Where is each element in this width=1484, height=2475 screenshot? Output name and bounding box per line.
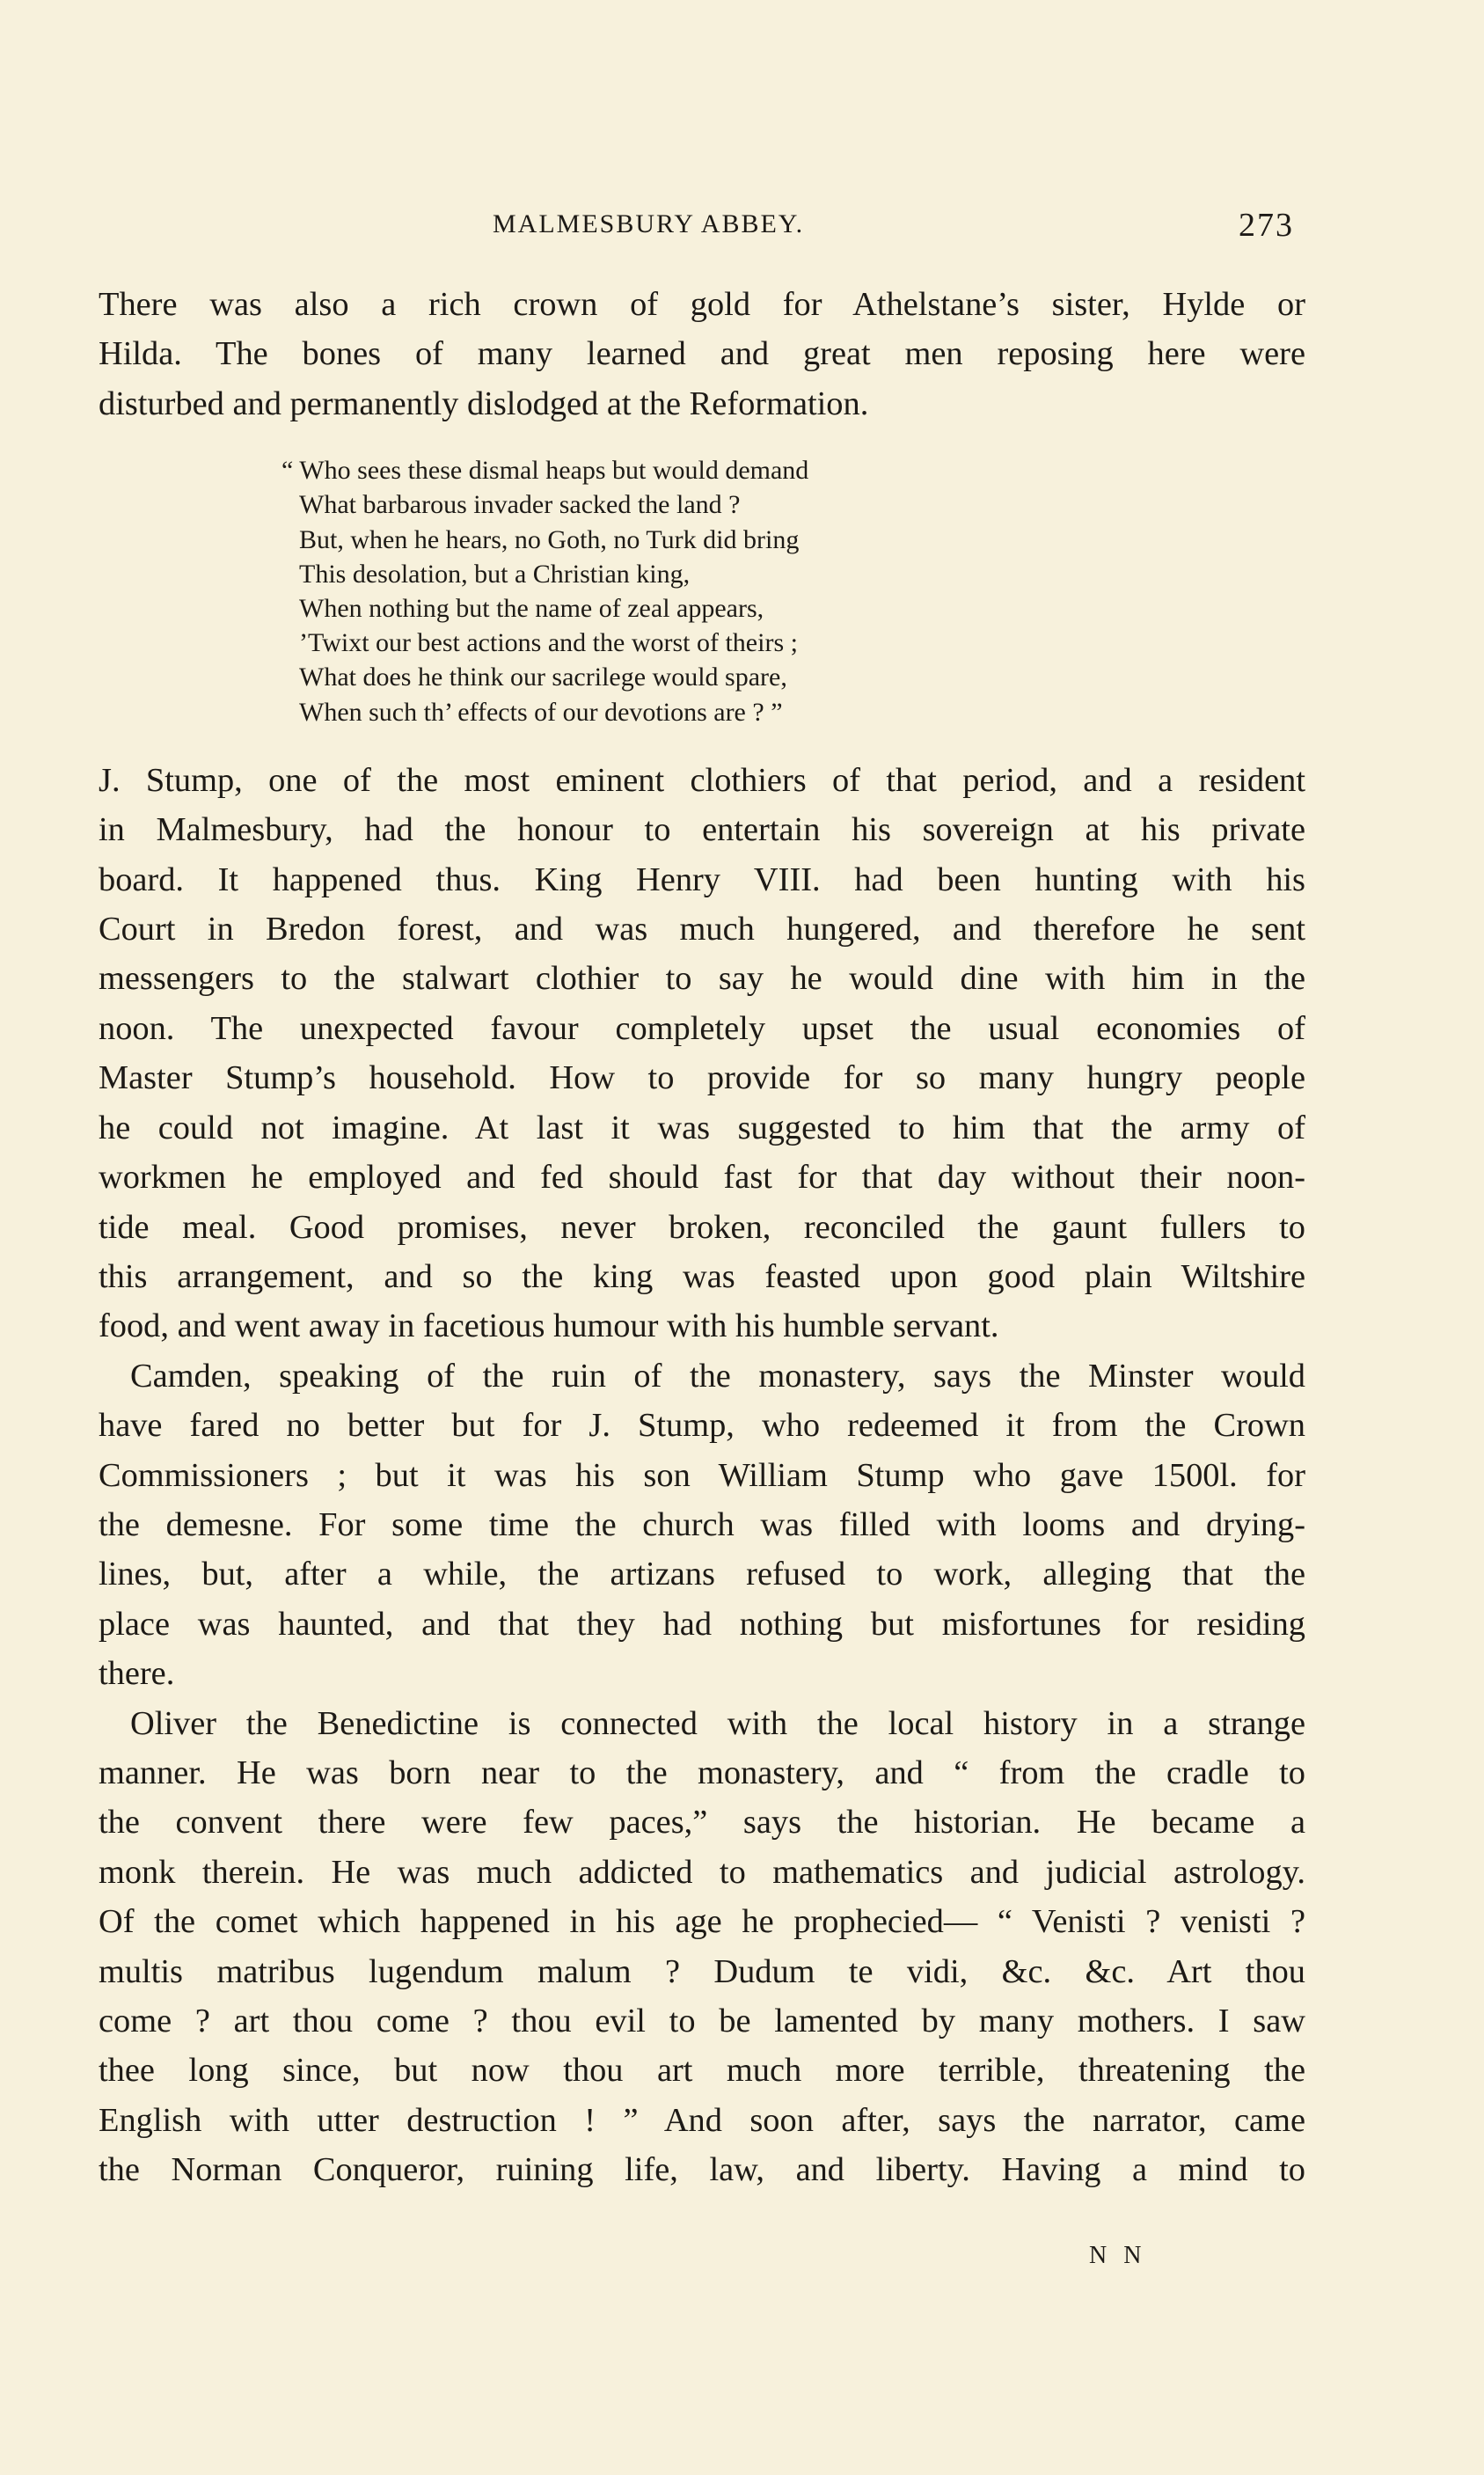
text-line: this arrangement, and so the king was feasted upon good plain Wiltshire <box>99 1257 1305 1295</box>
running-head <box>99 209 1330 253</box>
verse-line: When nothing but the name of zeal appears, <box>299 594 764 624</box>
paragraph-stump-clothier <box>99 756 1305 1351</box>
text-line: thee long since, but now thou art much more terrible, threatening the <box>99 2052 1305 2090</box>
paragraph-athelstane-crown <box>99 280 1305 428</box>
paragraph-oliver-benedictine <box>99 1699 1305 2195</box>
text-line: monk therein. He was much addicted to mathematics and judicial astrology. <box>99 1853 1305 1891</box>
text-line: place was haunted, and that they had nothing but misfortunes for residing <box>99 1605 1305 1643</box>
text-line: there. <box>99 1655 175 1693</box>
text-line: in Malmesbury, had the honour to entertain his sovereign at his private <box>99 811 1305 849</box>
text-line: Court in Bredon forest, and was much hungered, and therefore he sent <box>99 911 1305 948</box>
verse-quotation <box>281 453 1305 729</box>
text-line: board. It happened thus. King Henry VIII. had been hunting with his <box>99 860 1305 898</box>
text-line: tide meal. Good promises, never broken, reconciled the gaunt fullers to <box>99 1208 1305 1246</box>
text-line: workmen he employed and fed should fast for that day without their noon- <box>99 1159 1305 1197</box>
text-line: the Norman Conqueror, ruining life, law, and liberty. Having a mind to <box>99 2151 1305 2189</box>
text-line: the convent there were few paces,” says the historian. He became a <box>99 1804 1305 1842</box>
text-line: manner. He was born near to the monastery, and “ from the cradle to <box>99 1754 1305 1791</box>
text-line: There was also a rich crown of gold for Athelstane’s sister, Hylde or <box>99 286 1305 323</box>
text-line: English with utter destruction ! ” And soon after, says the narrator, came <box>99 2101 1305 2139</box>
text-line: Master Stump’s household. How to provide for so many hungry people <box>99 1059 1305 1097</box>
text-line: disturbed and permanently dislodged at the Reformation. <box>99 384 869 422</box>
verse-line: What does he think our sacrilege would spare, <box>299 663 787 692</box>
body-text <box>99 280 1305 2195</box>
text-line: Hilda. The bones of many learned and great men reposing here were <box>99 335 1305 373</box>
text-line: J. Stump, one of the most eminent clothiers of that period, and a resident <box>99 761 1305 799</box>
text-line: multis matribus lugendum malum ? Dudum te vidi, &c. &c. Art thou <box>99 1952 1305 1990</box>
text-line: messengers to the stalwart clothier to say he would dine with him in the <box>99 960 1305 998</box>
text-line: Commissioners ; but it was his son William Stump who gave 1500l. for <box>99 1456 1305 1494</box>
text-line: come ? art thou come ? thou evil to be lamented by many mothers. I saw <box>99 2003 1305 2039</box>
text-line: food, and went away in facetious humour with his humble servant. <box>99 1307 999 1345</box>
page-number: 273 <box>1239 207 1294 244</box>
signature-mark: N N <box>1089 2242 1147 2269</box>
text-line: noon. The unexpected favour completely upset the usual economies of <box>99 1009 1305 1047</box>
verse-line: “ Who sees these dismal heaps but would demand <box>281 456 809 486</box>
running-title: MALMESBURY ABBEY. <box>493 209 805 238</box>
text-line: Oliver the Benedictine is connected with the local history in a strange <box>130 1704 1305 1742</box>
text-line: Of the comet which happened in his age he prophecied— “ Venisti ? venisti ? <box>99 1903 1305 1941</box>
verse-line: This desolation, but a Christian king, <box>299 559 691 589</box>
verse-line: When such th’ effects of our devotions are ? ” <box>299 697 783 727</box>
text-line: lines, but, after a while, the artizans refused to work, alleging that the <box>99 1556 1305 1593</box>
text-line: he could not imagine. At last it was suggested to him that the army of <box>99 1109 1305 1146</box>
verse-line: But, when he hears, no Goth, no Turk did bring <box>299 524 800 554</box>
paragraph-camden <box>99 1351 1305 1699</box>
text-line: the demesne. For some time the church was filled with looms and drying- <box>99 1505 1305 1543</box>
verse-line: ’Twixt our best actions and the worst of theirs ; <box>299 628 798 658</box>
verse-line: What barbarous invader sacked the land ? <box>299 490 741 520</box>
text-line: have fared no better but for J. Stump, who redeemed it from the Crown <box>99 1407 1305 1445</box>
text-line: Camden, speaking of the ruin of the monastery, says the Minster would <box>130 1357 1305 1395</box>
